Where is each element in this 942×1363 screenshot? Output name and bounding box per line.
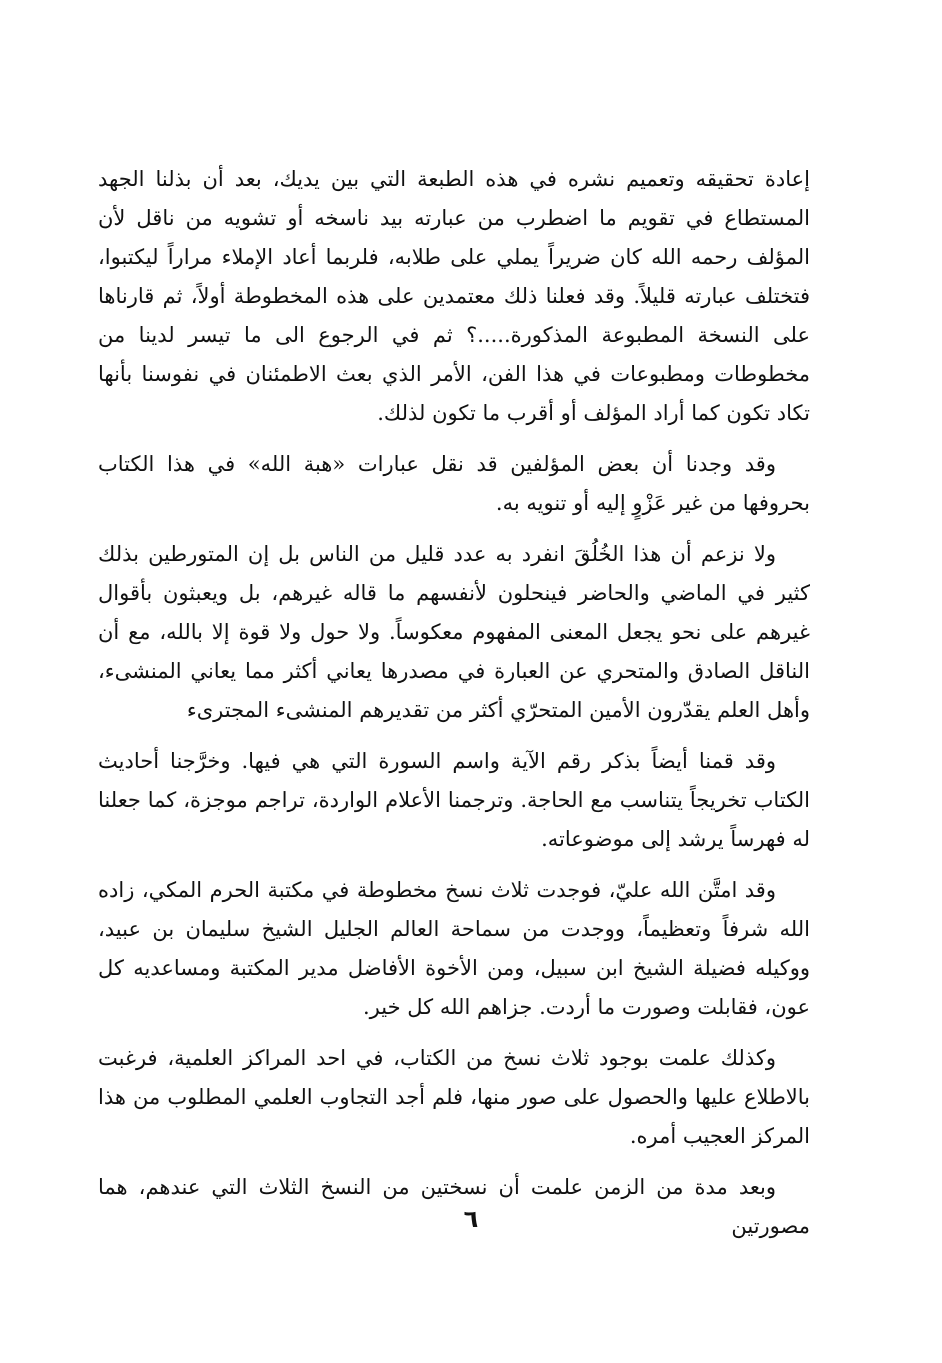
page-number: ٦ [463,1205,479,1233]
paragraph-3: ولا نزعم أن هذا الخُلُقَ انفرد به عدد قليل من الناس بل إن المتورطين بذلك كثير في الماضي والحاضر فينحلون لأنفسهم ما قاله غيرهم، بل ويعبثون بأقوال غيرهم على نحو يجعل المعنى المفهوم معكوساً. ولا حول ولا قوة إلا بالله، مع أن الناقل الصادق والمتحري عن العبارة في مصدرها يعاني أكثر مما يعاني المنشىء، وأهل العلم يقدّرون الأمين المتحرّي أكثر من تقديرهم المنشىء المجترىء [98,542,810,722]
document-page [98,160,810,1260]
paragraph-7: وبعد مدة من الزمن علمت أن نسختين من النسخ الثلاث التي عندهم، هما مصورتين [98,1175,810,1238]
paragraph-1: إعادة تحقيقه وتعميم نشره في هذه الطبعة التي بين يديك، بعد أن بذلنا الجهد المستطاع في تقويم ما اضطرب من عبارته بيد ناسخه أو تشويه من ناقل لأن المؤلف رحمه الله كان ضريراً يملي على طلابه، فلربما أعاد الإملاء مراراً ليكتبوا، فتختلف عبارته قليلاً. وقد فعلنا ذلك معتمدين على هذه المخطوطة أولاً، ثم قارناها على النسخة المطبوعة المذكورة.....؟ ثم في الرجوع الى ما تيسر لدينا من مخطوطات ومطبوعات في هذا الفن، الأمر الذي بعث الاطمئنان في نفوسنا بأنها تكاد تكون كما أراد المؤلف أو أقرب ما تكون لذلك. [98,167,810,425]
paragraph-5: وقد امتَّن الله عليّ، فوجدت ثلاث نسخ مخطوطة في مكتبة الحرم المكي، زاده الله شرفاً وتعظيماً، ووجدت من سماحة العالم الجليل الشيخ سليمان بن عبيد، ووكيله فضيلة الشيخ ابن سبيل، ومن الأخوة الأفاضل مدير المكتبة ومساعديه كل عون، فقابلت وصورت ما أردت. جزاهم الله كل خير. [98,878,810,1019]
paragraph-6: وكذلك علمت بوجود ثلاث نسخ من الكتاب، في احد المراكز العلمية، فرغبت بالاطلاع عليها والحصول على صور منها، فلم أجد التجاوب العلمي المطلوب من هذا المركز العجيب أمره. [98,1046,810,1148]
paragraph-2: وقد وجدنا أن بعض المؤلفين قد نقل عبارات «هبة الله» في هذا الكتاب بحروفها من غير عَزْوٍ إليه أو تنويه به. [98,452,810,515]
paragraph-4: وقد قمنا أيضاً بذكر رقم الآية واسم السورة التي هي فيها. وخرَّجنا أحاديث الكتاب تخريجاً يتناسب مع الحاجة. وترجمنا الأعلام الواردة، تراجم موجزة، كما جعلنا له فهرساً يرشد إلى موضوعاته. [98,749,810,851]
